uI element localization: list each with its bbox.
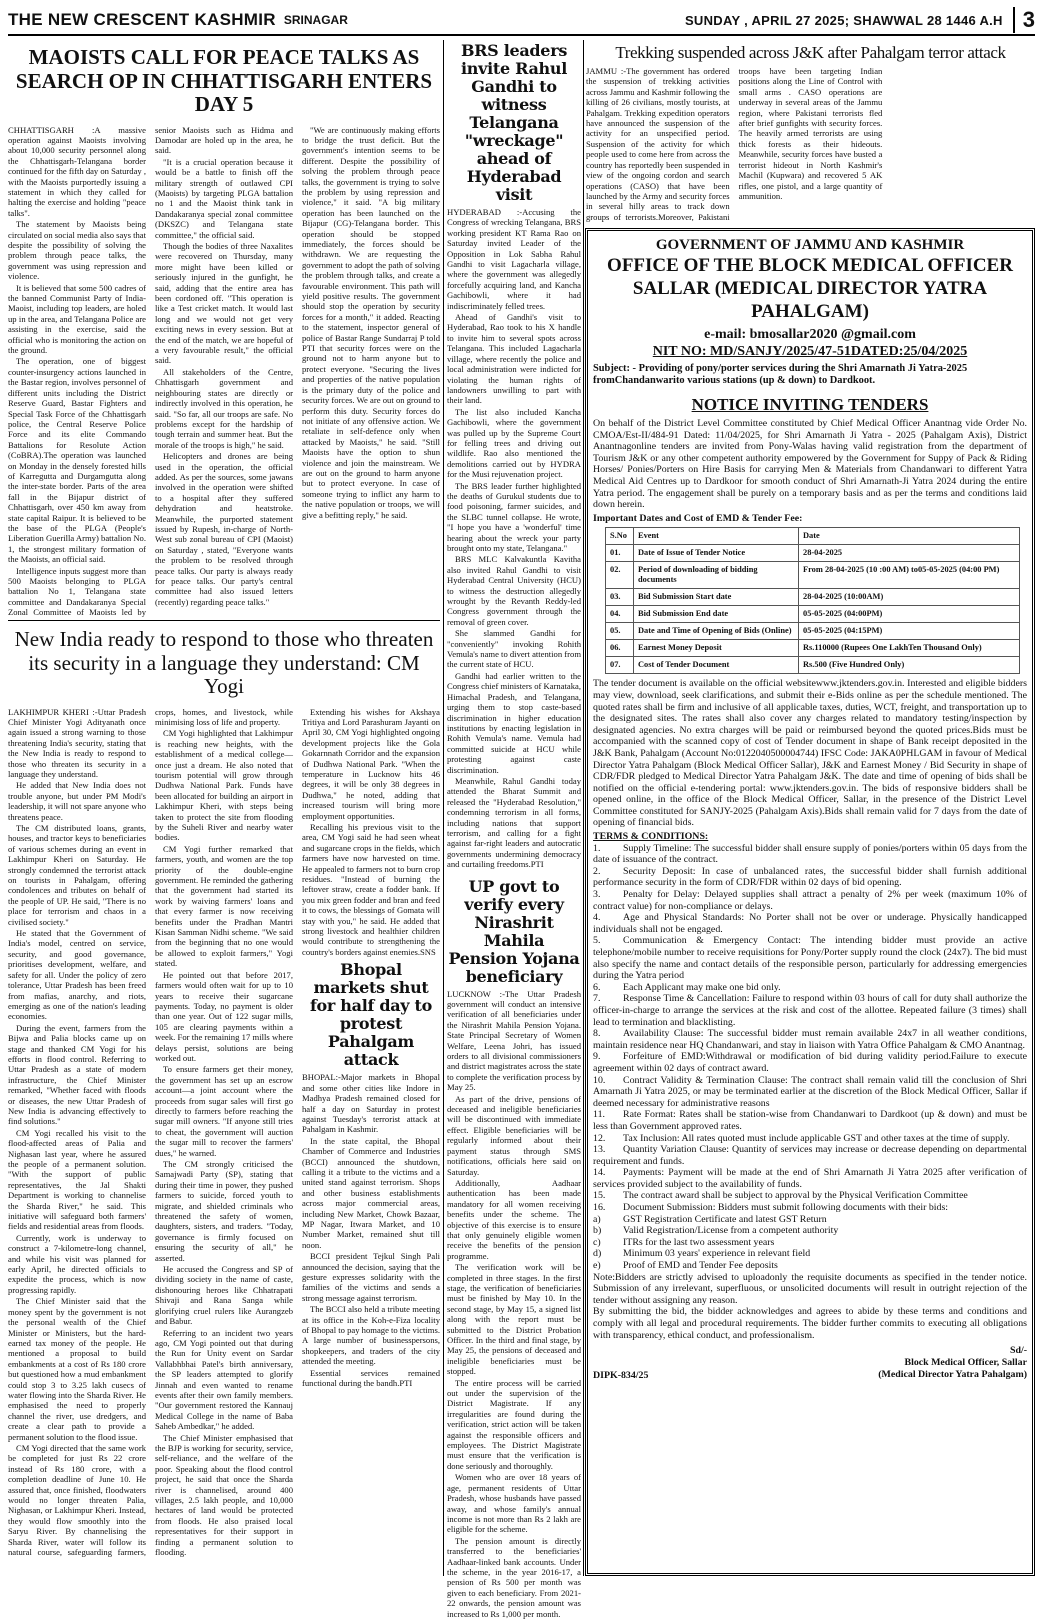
table-cell: Rs.110000 (Rupees One LakhTen Thousand Only) [799,640,1020,657]
signature-sd: Sd/- [1009,1345,1027,1357]
table-row [606,562,1020,589]
paragraph: To ensure farmers get their money, the government has set up an escrow account—a joint account where the proceeds from sugar sales will first go directly to farmers before reaching the sugar mill owners. "If anyone still tries to cheat, the government will auction the sugar mill to recover the farmers' dues," he warned. [155,1064,293,1158]
paragraph: Referring to an incident two years ago, CM Yogi pointed out that during the Run for Unity event on Sardar Vallabhbhai Patel's birth anniversary, the SP leaders attempted to glorify Jinnah and even wanted to rename events after their own family members. "Our government restored the Kannauj Medical College in the name of Baba Saheb Ambedkar," he added. [155,1327,293,1432]
paragraph: The Chief Minister emphasised that the BJP is working for security, service, self-reliance, and the welfare of the poor. Speaking about the flood control project, he said that once the Sharda river is channelised, around 400 villages, 2.5 lakh people, and 10,000 hectares of land would be protected from floods. He also praised local representatives for their support in finding a permanent solution to flooding. [155,1432,293,1558]
paragraph: BRS MLC Kalvakuntla Kavitha also invited Rahul Gandhi to visit Hyderabad Central University (HCU) to witness the destruction allegedly wrought by the Revanth Reddy-led Congress government through the removal of green cover. [447,554,581,627]
signatory: Block Medical Officer, Sallar [904,1357,1027,1369]
article-body [8,125,440,618]
paragraph: LUCKNOW :-The Uttar Pradesh government will conduct an intensive verification of all beneficiaries under the Nirashrit Mahila Pension Yojana. State Principal Secretary of Women Welfare, Leena Johri, has issued orders to all divisional commissioners and district magistrates across the state to complete the verification process by May 25. [447,988,581,1093]
term-number: 3. [593,889,601,901]
paragraph: Recalling his previous visit to the area, CM Yogi said he had seen wheat and sugarcane crops in the fields, which farmers have now harvested on time. He appealed to farmers not to burn crop residues. "Instead of burning the leftover straw, create a fodder bank. If you mix green fodder and bran and feed it to cows, the blessings of Gomata will stay with you," he said. He added that strong livestock and healthier children would contribute to strengthening the country's borders against enemies.SNS [302,822,440,957]
table-row [606,606,1020,623]
dipk-number: DIPK-834/25 [593,1369,649,1381]
term-item [593,866,1027,889]
terms-list [593,843,1027,1272]
table-cell: Period of downloading of bidding documents [634,562,799,589]
term-item [593,1190,1027,1202]
term-text: Response Time & Cancellation: Failure to respond within 03 hours of call for duty shall authorize the officer-in-charge to arrange the services at the risk and cost of the allottee. Repeated failure (3 times) shall lead to termination and blacklisting. [593,993,1027,1028]
paragraph: He accused the Congress and SP of dividing society in the name of caste, dishonouring heroes like Chhatrapati Shivaji and Rana Sanga while glorifying cruel rulers like Aurangzeb and Babur. [155,1264,293,1327]
term-text: Penalty for Delay: Delayed supplies shall attract a penalty of 2% per week (maximum 10% of contract value) for non-compliance or delays. [593,889,1027,912]
paragraph: The entire process will be carried out under the supervision of the District Magistrate. If any irregularities are found during the verification, strict action will be taken against the responsible officers and employees. The District Magistrate must ensure that the verification is done seriously and thoroughly. [447,1377,581,1471]
tender-note: Note:Bidders are strictly advised to uploadonly the requisite documents as specified in the tender notice. Submission of any irrelevant, superfluous, or unsolicited documents will result in outright rejection of the tender without assigning any reason. [593,1271,1027,1306]
term-number: 2. [593,865,601,877]
term-text: Payments: Payment will be made at the end of Shri Amarnath Ji Yatra 2025 after verification of services provided subject to the availability of funds. [593,1167,1027,1190]
table-cell: Bid Submission End date [634,606,799,623]
term-item [593,1109,1027,1132]
important-dates-heading: Important Dates and Cost of EMD & Tender Fee: [593,512,803,524]
table-cell: 05. [606,623,634,640]
paragraph: CM Yogi highlighted that Lakhimpur is reaching new heights, with the establishment of a medical college—once just a dream. He also noted that tourism potential will grow through Dudhwa National Park. Funds have been allocated for building an airport in Lakhimpur Kheri, with steps being taken to protect the site from flooding by the Suheli River and nearby water bodies. [155,728,293,843]
paragraph: The operation, one of biggest counter-insurgency actions launched in the Bastar region, involves personnel of different units including the District Reserve Guard, Bastar Fighters and Special Task Force of the Chhattisgarh police, the Central Reserve Police Force and its elite Commando Battalions for Resolute Action (CoBRA).The operation was launched on Monday in the densely forested hills of Karregutta and Durgamgutta along the inter-state border. Parts of the area fall in the Bijapur district of Chhattisgarh, over 450 km away from state capital Raipur. It is believed to be the base of the PLGA (People's Liberation Guerilla Army) battalion No. 1, the strongest military formation of the Maoists, an official said. [8,356,146,565]
table-cell: 03. [606,589,634,606]
table-cell: Bid Submission Start date [634,589,799,606]
term-item [593,912,1027,935]
column-rule [443,40,444,1576]
article-body [8,707,440,1576]
paragraph: It is believed that some 500 cadres of the banned Communist Party of India-Maoist, including top leaders, are holed up in the area, and Telangana Police are assisting in the exercise, said the official who is monitoring the action on the ground. [8,282,146,356]
term-item [593,843,1027,866]
paragraph: Intelligence inputs suggest more than 500 Maoists belonging to PLGA battalion No 1, Telangana state committee and Dandakaranya Special Zonal Committee of Maoists led by senior Maoists such as Hidma and Damodar are holed up in the area, he said. [8,124,293,618]
tender-subject: Subject: - Providing of pony/porter services during the Shri Amarnath Ji Yatra-2025 fromChandanwarito various stations (up & down) to Dardkoot. [593,363,968,386]
term-item [593,1167,1027,1190]
term-text: ITRs for the last two assessment years [623,1236,775,1248]
table-header: S.No [606,528,634,545]
paragraph: JAMMU :-The government has ordered the suspension of trekking activities across Jammu and Kashmir following the killing of 26 civilians, mostly tourists, at Pahalgam. Trekking expedition operators have announced the suspension of the activity for an unspecified period. Suspension of the activity for which people used to come here from across the country has reportedly been suspended in view of the ongoing cordon and search operations (CASO) that have been launched by the Army and security forces in several hilly areas to track down groups of terrorists.Moreover, Pakistani troops have been targeting Indian positions along the Line of Control with small arms . CASO operations are underway in several areas of the Jammu region, where Pakistani terrorists fled after brief gunfights with security forces. The heavily armed terrorists are using thick forests as their hideouts. Meanwhile, security forces have busted a terrorist hideout in North Kashmir's Machil (Kupwara) and recovered 5 AK rifles, one pistol, and a large quantity of ammunition. [586,66,883,222]
paragraph: The BCCI also held a tribute meeting at its office in the Koh-e-Fiza locality of Bhopal to pay homage to the victims. A large number of businesspersons, shopkeepers, and traders of the city attended the meeting. [302,1304,440,1367]
table-row [606,545,1020,562]
term-item [593,1075,1027,1110]
paragraph: Though the bodies of three Naxalites were recovered on Thursday, many more might have been killed or seriously injured in the gunfight, he said, adding that the entire area has been cordoned off. "This operation is like a Test cricket match. It would last long and we would not get very exciting news in every session. But at the end of the match, we are hopeful of a very favourable result," the official said. [155,241,293,366]
paragraph: Helicopters and drones are being used in the operation, the official added. As per the sources, some jawans involved in the operation were shifted to a hospital after they suffered dehydration and heatstroke. Meanwhile, the purported statement issued by Rupesh, in-charge of North-West sub zonal bureau of CPI (Maoist) on Saturday , stated, "Everyone wants the problem to be resolved through peace talks. Our party is always ready for peace talks. Our party's central committee had also issued letters (recently) regarding peace talks." [155,451,293,607]
headline-yogi: New India ready to respond to those who threaten its security in a language they understand: CM Yogi [14,627,434,699]
signatory-designation: (Medical Director Yatra Pahalgam) [878,1369,1027,1381]
term-text: Valid Registration/License from a competent authority [623,1225,839,1237]
paragraph: The statement by Maoists being circulated on social media also says that despite the possibility of solving the problem through peace talks, the government was using repression and violence. [8,219,146,282]
table-row [606,657,1020,674]
table-header: Date [799,528,1020,545]
table-cell: Date of Issue of Tender Notice [634,545,799,562]
term-item [593,982,1027,994]
table-cell: 06. [606,640,634,657]
paragraph: He stated that the Government of India's model, centred on service, security, and good governance, prioritises development, welfare, and safety for all. Under the policy of zero tolerance, Uttar Pradesh has been freed from mafias, anarchy, and riots, emerging as one of the nation's leading economies. [8,928,146,1022]
table-cell: Earnest Money Deposit [634,640,799,657]
paragraph: In the state capital, the Bhopal Chamber of Commerce and Industries (BCCI) announced the shutdown, calling it a tribute to the victims and a united stand against terrorism. Shops and other business establishments across major commercial areas, including New Market, Chowk Bazaar, MP Nagar, Itwara Market, and 10 Number Market, remained shut till noon. [302,1135,440,1250]
paragraph: CHHATTISGARH :A massive operation against Maoists involving about 10,000 security personnel along the Chhattisgarh-Telangana border continued for the fifth day on Saturday , with the Maoists purportedly issuing a statement in which they called for halting the exercise and holding "peace talks". [8,124,146,218]
term-number: e) [593,1260,601,1272]
paragraph: LAKHIMPUR KHERI :-Uttar Pradesh Chief Minister Yogi Adityanath once again issued a strong warning to those threatening India's security, stating that the New India is ready to respond to those who threaten its security in a language they understand. [8,706,146,779]
tender-notice [585,228,1035,1576]
term-item [593,935,1027,981]
term-number: 14. [593,1167,606,1179]
table-cell: 05-05-2025 (04:15PM) [799,623,1020,640]
table-row [606,640,1020,657]
table-cell: Date and Time of Opening of Bids (Online) [634,623,799,640]
term-text: GST Registration Certificate and latest GST Return [623,1213,827,1225]
paragraph: The list also included Kancha Gachibowli, where the government was pulled up by the Supreme Court for felling trees and driving out wildlife. Rao also mentioned the demolitions carried out by HYDRA for the Musi rejuvenation project. [447,406,581,480]
term-number: b) [593,1225,602,1237]
table-cell: 28-04-2025 [799,545,1020,562]
paragraph: She slammed Gandhi for "conveniently" invoking Rohith Vemula's name to divert attention from the current state of HCU. [447,628,581,670]
article-body [447,207,581,870]
paragraph: HYDERABAD :-Accusing the Congress of wrecking Telangana, BRS working president KT Rama Rao on Saturday invited Leader of the Opposition in Lok Sabha Rahul Gandhi to visit Lagacharla village, where the government was allegedly forcefully acquiring land, and Kancha Gachibowli, where it had indiscriminately felled trees. [447,207,581,311]
term-number: 7. [593,993,601,1005]
headline-brs: BRS leaders invite Rahul Gandhi to witness Telangana "wreckage" ahead of Hyderabad visit [460,41,568,204]
table-cell: 02. [606,562,634,589]
paragraph: Meanwhile, Rahul Gandhi today attended the Bharat Summit and released the "Hyderabad Resolution," condemning terrorism in all forms, including nations that support terrorism, and calling for a fight against far-right leaders and autocratic governments undermining democracy and curtailing freedoms.PTI [447,775,581,870]
tender-intro: On behalf of the District Level Committee constituted by Chief Medical Officer Anantnag vide Order No. CMOA/Est-II/484-91 Dated: 11/04/2025, for Shri Amarnath Ji Yatra - 2025 (Pahalgam Axis), District Anantnagonline tenders are invited from Pony-Walas having valid registration from the department of Tourism J&K or any other competent authority empowered by the Government for Suppy of Pack & Riding Horses/ Ponies/Porters on Hire Basis for carrying Men & Materials from Chandanwari to different Yatra Medical Aid Centres up to Dardkoor for smooth conduct of Shri Amarnath-Ji Yatra 2024 during the entire Yatra period. The engagement shall be purely on a temporary basis and as per the terms and conditions laid down herein. [593,418,1027,511]
table-cell: 04. [606,606,634,623]
term-item [593,1237,1027,1249]
term-item [593,1225,1027,1237]
term-item [593,1133,1027,1145]
tender-title: NOTICE INVITING TENDERS [691,395,929,414]
headline-up: UP govt to verify every Nirashrit Mahila Pension Yojana beneficiary [448,876,580,986]
paragraph: The CM distributed loans, grants, houses, and tractor keys to beneficiaries of various schemes during an event in Lakhimpur Kheri on Saturday. He strongly condemned the terrorist attack on tourists in Pahalgam, offering condolences and tributes on behalf of the people of UP. He said, "There is no place for terrorism and chaos in a civilised society." [8,823,146,927]
term-text: Each Applicant may make one bid only. [623,981,781,993]
term-number: 11. [593,1109,605,1121]
term-number: 6. [593,981,601,993]
paragraph: "We are continuously making efforts to bridge the trust deficit. But the government's intention seems to be different. Despite the possibility of solving the problem through peace talks, the government is trying to solve the problem by using repression and violence," it said. "A big military operation has been launched on the Bijapur (CG)-Telangana border. This operation should be stopped immediately, the forces should be withdrawn. We are requesting the government to adopt the path of solving the problem through talks, and create a favourable environment. This path will yield positive results. The government should stop the operation by security forces for a month," it added. Reacting to the statement, inspector general of police of Bastar Range Sundarraj P told PTI that security forces were on the ground not to harm anyone but to protect everyone. "Securing the lives and properties of the native population is the primary duty of the police and security forces. We are out on ground to perform this duty. Security forces do not initiate of any offensive action. We retaliate in self-defence only when attacked by Maoists," he said. "Still Maoists have the option to shun violence and join the mainstream. We are out on the ground to harm anyone but to protect everyone. In case of someone trying to inflict any harm to the native population or troops, we will give a befitting reply," he said. [302,124,440,520]
paragraph: Additionally, Aadhaar authentication has been made mandatory for all women receiving benefits under the scheme. The objective of this exercise is to ensure that only genuinely eligible women receive the benefits of the pension programme. [447,1177,581,1261]
newspaper-title: THE NEW CRESCENT KASHMIR [8,10,276,29]
term-number: 1. [593,842,601,854]
term-number: 12. [593,1132,606,1144]
paragraph: BHOPAL:-Major markets in Bhopal and some other cities like Indore in Madhya Pradesh remained closed for half a day on Saturday in protest against Tuesday's terrorist attack at Pahalgam in Kashmir. [302,1072,440,1135]
paragraph: The CM strongly criticised the Samajwadi Party (SP), stating that during their time in power, they pushed farmers to suicide, forced youth to migrate, and shielded criminals who threatened the safety of women, daughters, sisters, and traders. "Today, governance is firmly focused on ensuring the security of all," he asserted. [155,1159,293,1263]
paragraph: CM Yogi further remarked that farmers, youth, and women are the top priority of the double-engine government. He reminded the gathering that the government had started its work by waiving farmers' loans and that every farmer is now receiving benefits under the Pradhan Mantri Kisan Samman Nidhi scheme. "We said from the beginning that no one would be allowed to exploit farmers," Yogi stated. [155,843,293,969]
term-text: Proof of EMD and Tender Fee deposits [623,1260,778,1272]
table-row [606,623,1020,640]
term-text: Rate Format: Rates shall be station-wise from Chandanwari to Dardkoot (up & down) and must be less than Government approved rates. [593,1109,1027,1132]
paragraph: BCCI president Tejkul Singh Pali announced the decision, saying that the gesture expresses solidarity with the families of the victims and sends a strong message against terrorism. [302,1251,440,1303]
paragraph: As part of the drive, pensions of deceased and ineligible beneficiaries will be discontinued with immediate effect. Eligible beneficiaries will be regularly informed about their payment status through SMS notifications, officials here said on Saturday. [447,1093,581,1177]
table-header: Event [634,528,799,545]
paragraph: Extending his wishes for Akshaya Tritiya and Lord Parashuram Jayanti on April 30, CM Yogi highlighted ongoing development projects like the Gola Gokarnnath Corridor and the expansion of Dudhwa National Park. "When the temperature in Lucknow hits 46 degrees, it will be only 38 degrees in Dudhwa," he noted, adding that increased tourism will bring more employment opportunities. [302,706,440,821]
paragraph: The BRS leader further highlighted the deaths of Gurukul students due to food poisoning, farmer suicides, and the SLBC tunnel collapse. He wrote, "I hope you have a 'wonderful' time hearing about the wreck your party brought onto my state, Telangana." [447,480,581,553]
article-maoists [8,40,440,618]
term-item [593,1214,1027,1226]
table-row [606,589,1020,606]
term-text: Supply Timeline: The successful bidder shall ensure supply of ponies/porters within 05 days from the date of issuance of the contract. [593,842,1027,866]
term-number: 8. [593,1028,601,1040]
column-brs-up [447,40,581,1619]
paragraph: The verification work will be completed in three stages. In the first stage, the verification of beneficiaries must be finished by May 10. In the second stage, by May 15, a signed list along with the report must be submitted to the District Probation Officer. In the third and final stage, by May 25, the pensions of deceased and ineligible beneficiaries must be stopped. [447,1262,581,1377]
term-number: 10. [593,1074,606,1086]
article-yogi [8,624,440,1576]
term-text: The contract award shall be subject to approval by the Physical Verification Committee [623,1190,968,1202]
term-item [593,1051,1027,1074]
tender-body: The tender document is available on the official websitewww.jktenders.gov.in. Interested and eligible bidders may view, download, seek clarifications, and submit their e-Bids online as per the schedule mentioned. The quoted rates shall be firm and inclusive of all applicable taxes, duties, WCT, freight, and transportation up to the designated sites. The rates shall also cover any charges related to mandatory testing/inspection by designated agencies. No extra charges will be paid or reimbursed beyond the quoted prices.Bids must be accompanied with the scanned copy of cost of Tender document in shape of Bank receipt deposited in the J&K Bank, Pahalgam (Account No:0122040500004744) IFSC Code: JAKA0PHLGAM in favour of Medical Director Yatra Pahalgam (Block Medical Officer Sallar), J&K and Earnest Money / Bid Security in shape of CDR/FDR pledged to Medical Director Yatra Pahalgam J&K. The date and time of opening of bids shall be notified on the official e-tendering portal: www.jktenders.gov.in. The bids of responsive bidders shall be opened online, in the office of the Block Medical Officer, Sallar, in the presence of the District Level Committee constituted for SANJY-2025 (Pahalgam Axis).Bids shall remain valid for 7 days from the date of opening of financial bids. [593,678,1027,829]
term-item [593,1248,1027,1260]
term-item [593,1260,1027,1272]
term-item [593,1202,1027,1214]
term-text: Security Deposit: In case of unbalanced rates, the successful bidder shall furnish additional performance security in the form of CDR/FDR within 02 days of bid opening. [593,865,1027,889]
term-item [593,993,1027,1028]
paragraph: The Chief Minister said that the money spent by the government is not the personal wealth of the Chief Minister or Ministers, but the hard-earned tax money of the people. He mentioned a proposal to build embankments at a cost of Rs 180 crore but questioned how a mud embankment could stop 3 to 3.25 lakh cusecs of water flowing into the Sharda River. He emphasised the need to properly channel the river, use dredgers, and create a clear path to provide a permanent solution to the flood issue. [8,1296,146,1442]
term-item [593,1144,1027,1167]
terms-heading: TERMS & CONDITIONS: [593,831,709,843]
article-body [447,989,581,1619]
government-name: GOVERNMENT OF JAMMU AND KASHMIR [655,237,965,253]
term-number: 4. [593,912,601,924]
term-number: d) [593,1248,602,1260]
tender-dates-table [605,527,1020,674]
paragraph: He pointed out that before 2017, farmers would often wait for up to 10 years to receive their sugarcane payments. Today, no payment is older than one year. Out of 122 sugar mills, 105 are clearing payments within a week. For the remaining 17 mills where delays persist, solutions are being worked out. [155,969,293,1063]
paragraph: Women who are over 18 years of age, permanent residents of Uttar Pradesh, whose husbands have passed away, and whose family's annual income is not more than Rs 2 lakh are eligible for the scheme. [447,1472,581,1535]
term-number: 13. [593,1144,606,1156]
term-number: c) [593,1236,601,1248]
term-number: 15. [593,1190,606,1202]
table-cell: 01. [606,545,634,562]
term-number: a) [593,1213,601,1225]
issue-date: SUNDAY , APRIL 27 2025; SHAWWAL 28 1446 A.H [684,12,1003,28]
term-text: Document Submission: Bidders must submit following documents with their bids: [623,1202,949,1214]
headline-bhopal: Bhopal markets shut for half day to protest Pahalgam attack [309,960,433,1070]
divider [8,620,440,621]
term-text: Contract Validity & Termination Clause: The contract shall remain valid till the conclusion of Shri Amarnath Ji Yatra 2025, or may be terminated earlier at the discretion of the Block Medical Officer, Sallar if deemed necessary for administrative reasons [593,1074,1027,1109]
page-number: 3 [1013,7,1035,33]
office-name: OFFICE OF THE BLOCK MEDICAL OFFICER SALLAR (MEDICAL DIRECTOR YATRA PAHALGAM) [607,255,1013,322]
term-text: Quantity Variation Clause: Quantity of services may increase or decrease depending on departmental requirement and funds. [593,1144,1027,1167]
office-email: e-mail: bmosallar2020 @gmail.com [704,327,916,342]
term-text: Age and Physical Standards: No Porter shall not be over or underage. Physically handicapped individuals shall not be engaged. [593,912,1027,935]
article-trekking [586,40,1035,225]
paragraph: The pension amount is directly transferred to the beneficiaries' Aadhaar-linked bank accounts. Under the scheme, in the year 2016-17, a pension of Rs 500 per month was given to each beneficiary. From 2021-22 onwards, the pension amount was increased to Rs 1,000 per month. [447,1535,581,1619]
tender-closing: By submitting the bid, the bidder acknowledges and agrees to abide by these terms and conditions and comply with all legal and procedural requirements. The bidder further commits to executing all obligations with transparency, ethical conduct, and professionalism. [593,1306,1027,1341]
term-text: Tax Inclusion: All rates quoted must include applicable GST and other taxes at the time of supply. [623,1132,1010,1144]
paragraph: Essential services remained functional during the bandh.PTI [302,1367,440,1389]
table-cell: Rs.500 (Five Hundred Only) [799,657,1020,674]
article-body [586,66,1035,225]
city: SRINAGAR [283,13,348,27]
paragraph: CM Yogi directed that the same work be completed for just Rs 22 crore instead of Rs 180 crore, with a completion deadline of June 10. He assured that, once finished, floodwaters would no longer threaten Palia, Nighasan, or Lakhimpur Kheri. Instead, they would flow smoothly into the Saryu River. By channelising the Sharda River, water will follow its natural course, safeguarding farmers, crops, homes, and livestock, while minimising loss of life and property. [8,706,293,1558]
term-text: Availability Clause: The successful bidder must remain available 24x7 in all weather conditions, maintain residence near HQ Chandanwari, and stay in liaison with Yatra Office Pahalgam & CMO Anantnag. [593,1028,1027,1051]
headline-trekking: Trekking suspended across J&K after Pahalgam terror attack [615,43,1006,62]
headline-maoists: MAOISTS CALL FOR PEACE TALKS AS SEARCH OP IN CHHATTISGARH ENTERS DAY 5 [15,45,433,117]
paragraph: He added that New India does not trouble anyone, but under PM Modi's leadership, it will not spare anyone who threatens peace. [8,780,146,822]
paragraph: "It is a crucial operation because it would be a battle to finish off the military strength of outlawed CPI (Maoists) by targeting PLGA battalion no 1 and the Maoist think tank in Dandakaranya special zonal committee (DKSZC) and Telangana state committee," the official said. [155,156,293,240]
masthead [8,6,1035,36]
term-text: Forfeiture of EMD:Withdrawal or modification of bid during validity period.Failure to execute agreement within 02 days of contract award. [593,1051,1027,1074]
paragraph: Ahead of Gandhi's visit to Hyderabad, Rao took to his X handle to invite him to several spots across Telangana. This included Lagacharla village, where recently the police and local administration were indicted for violating the human rights of landowners unwilling to part with their land. [447,312,581,406]
paragraph: Currently, work is underway to construct a 7-kilometre-long channel, and while his visit was planned for early April, he directed officials to expedite the process, which is now progressing rapidly. [8,1232,146,1295]
term-item [593,889,1027,912]
table-cell: 05-05-2025 (04:00PM) [799,606,1020,623]
table-cell: 28-04-2025 (10:00AM) [799,589,1020,606]
term-number: 16. [593,1202,606,1214]
column-rule [583,40,584,1576]
term-text: Minimum 03 years' experience in relevant field [623,1248,811,1260]
table-cell: 07. [606,657,634,674]
nit-number: NIT NO: MD/SANJY/2025/47-51DATED:25/04/2025 [652,344,968,359]
paragraph: CM Yogi recalled his visit to the flood-affected areas of Palia and Nighasan last year, where he assured the people of a permanent solution. "With the support of public representatives, the Jal Shakti Department is working to channelise the Sharda River," he said. This initiative will safeguard both farmers' fields and residential areas from floods. [8,1127,146,1232]
term-text: Communication & Emergency Contact: The intending bidder must provide an active telephone/mobile number to receive requisitions for Pony/Porter supply round the clock (24x7). The bid must also specify the name and contact details of the responsible person, particularly for addressing emergencies during the Yatra period [593,935,1027,982]
paragraph: Gandhi had earlier written to the Congress chief ministers of Karnataka, Himachal Pradesh, and Telangana, urging them to stop caste-based discrimination in higher education institutions by enacting legislation in Rohith Vemula's name. Vemula had committed suicide at HCU while protesting against caste discrimination. [447,670,581,775]
term-number: 5. [593,935,601,947]
table-cell: From 28-04-2025 (10 :00 AM) to05-05-2025 (04:00 PM) [799,562,1020,589]
term-number: 9. [593,1051,601,1063]
term-item [593,1028,1027,1051]
paragraph: During the event, farmers from the Bijwa and Palia blocks came up on stage and thanked CM Yogi for his efforts in flood control. Referring to Uttar Pradesh as a state of modern infrastructure, the Chief Minister remarked, "Whether faced with floods or diseases, the new Uttar Pradesh of New India is advancing effectively to find solutions." [8,1022,146,1127]
paragraph: All stakeholders of the Centre, Chhattisgarh government and neighbouring states are directly or indirectly involved in this operation, he said. "So far, all our troops are safe. No problems except for the hardship of tough terrain and summer heat. But the morale of the troops is high," he said. [155,366,293,450]
table-cell: Cost of Tender Document [634,657,799,674]
